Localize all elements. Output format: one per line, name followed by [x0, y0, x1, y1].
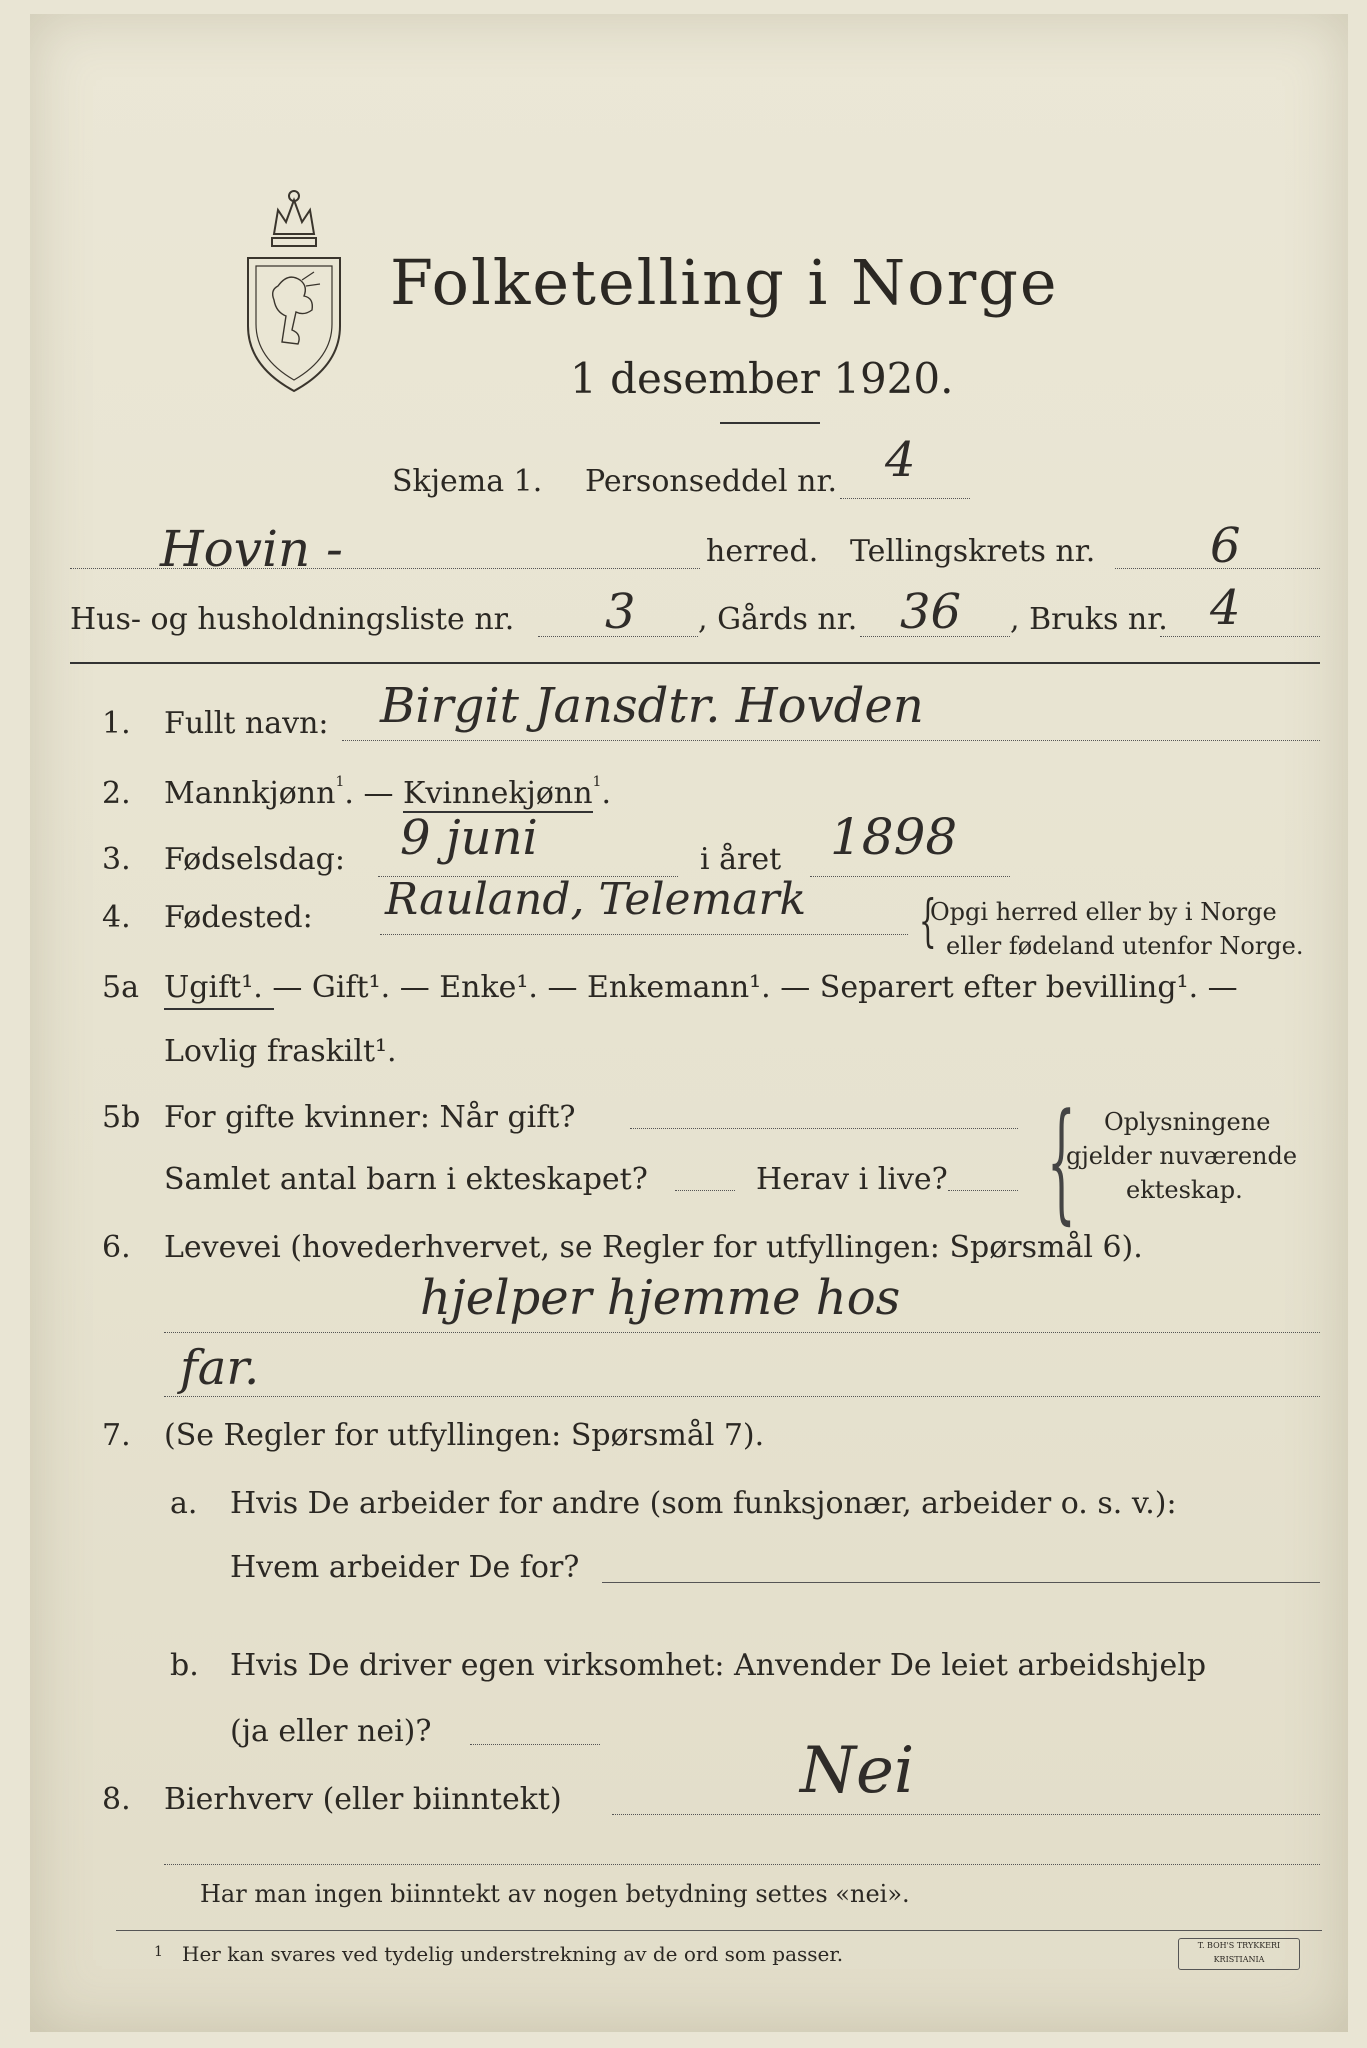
q3-year-label: i året: [700, 842, 782, 877]
q3-year-value: 1898: [830, 808, 958, 866]
footer-note: Har man ingen biinntekt av nogen betydning settes «nei».: [200, 1880, 910, 1908]
q4-note-brace: {: [918, 889, 937, 954]
q5b-note-1: Oplysningene: [1104, 1108, 1271, 1136]
bruks-label: , Bruks nr.: [1010, 602, 1168, 637]
q4-field: [380, 934, 908, 935]
census-form: [30, 14, 1348, 2032]
q7a-line-1: Hvis De arbeider for andre (som funksjonær, arbeider o. s. v.):: [230, 1486, 1177, 1521]
coat-of-arms-icon: [238, 186, 350, 396]
q3-year-field: [810, 876, 1010, 877]
q5b-note-2: gjelder nuværende: [1066, 1142, 1298, 1170]
q5a-options[interactable]: Ugift¹. — Gift¹. — Enke¹. — Enkemann¹. — Separert efter bevilling¹. —: [164, 970, 1238, 1005]
bruks-field: [1160, 636, 1320, 637]
q5b-label-2: Samlet antal barn i ekteskapet?: [164, 1162, 648, 1197]
q1-label: Fullt navn:: [164, 706, 329, 741]
q1-value: Birgit Jansdtr. Hovden: [380, 678, 924, 734]
q6-field-2: [164, 1396, 1320, 1397]
q5b-married-field: [630, 1128, 1018, 1129]
q6-value-2: far.: [180, 1340, 260, 1396]
q4-note-1: Opgi herred eller by i Norge: [930, 898, 1277, 926]
q4-note-2: eller fødeland utenfor Norge.: [946, 932, 1304, 960]
q7a-letter: a.: [170, 1486, 198, 1521]
gards-label: , Gårds nr.: [698, 602, 858, 637]
q5b-number: 5b: [102, 1100, 141, 1135]
q5b-label-1: For gifte kvinner: Når gift?: [164, 1100, 576, 1135]
q3-number: 3.: [102, 842, 131, 877]
q7-number: 7.: [102, 1418, 131, 1453]
q2-number: 2.: [102, 776, 131, 811]
header-divider: [70, 662, 1320, 664]
husliste-label: Hus- og husholdningsliste nr.: [70, 602, 515, 637]
footnote-mark: 1: [154, 1944, 163, 1960]
q5b-alive-field: [948, 1190, 1018, 1191]
q7b-line-1: Hvis De driver egen virksomhet: Anvender De leiet arbeidshjelp: [230, 1648, 1207, 1683]
tellingskrets-value: 6: [1210, 518, 1241, 574]
q7b-field: [470, 1744, 600, 1745]
q4-label: Fødested:: [164, 900, 313, 935]
q7-label: (Se Regler for utfyllingen: Spørsmål 7).: [164, 1418, 765, 1453]
q8-field-2: [164, 1864, 1320, 1865]
herred-value: Hovin -: [160, 520, 343, 578]
q8-number: 8.: [102, 1782, 131, 1817]
census-date: 1 desember 1920.: [570, 354, 954, 403]
q6-number: 6.: [102, 1230, 131, 1265]
form-title: Folketelling i Norge: [390, 246, 1059, 319]
q5a-number: 5a: [102, 970, 139, 1005]
q7a-field: [602, 1582, 1320, 1583]
footer-divider: [116, 1930, 1322, 1931]
q3-label: Fødselsdag:: [164, 842, 345, 877]
q6-field-1: [164, 1332, 1320, 1333]
q4-number: 4.: [102, 900, 131, 935]
q7b-letter: b.: [170, 1648, 199, 1683]
q5b-note-brace: {: [1046, 1085, 1076, 1237]
q8-field: [612, 1814, 1320, 1815]
title-divider: [720, 422, 820, 424]
q6-value-1: hjelper hjemme hos: [420, 1270, 901, 1326]
printer-stamp: T. BOH'S TRYKKERI KRISTIANIA: [1178, 1938, 1300, 1970]
personseddel-label: Personseddel nr.: [585, 464, 838, 499]
q7b-line-2: (ja eller nei)?: [230, 1714, 432, 1749]
schema-label: Skjema 1.: [392, 464, 543, 499]
q5a-ugift-underline: [164, 1008, 274, 1010]
q5b-label-3: Herav i live?: [756, 1162, 948, 1197]
q7a-line-2: Hvem arbeider De for?: [230, 1550, 580, 1585]
q5a-options-cont[interactable]: Lovlig fraskilt¹.: [164, 1034, 397, 1069]
q5b-children-field: [675, 1190, 735, 1191]
q2-male-option[interactable]: Mannkjønn: [164, 776, 336, 811]
q8-label: Bierhverv (eller biinntekt): [164, 1782, 562, 1817]
q2-options: Mannkjønn$^1$. — Kvinnekjønn$^1$.: [164, 774, 611, 811]
q8-value: Nei: [800, 1734, 915, 1808]
personseddel-field: [840, 498, 970, 499]
herred-label: herred.: [706, 534, 819, 569]
q1-number: 1.: [102, 706, 131, 741]
q5b-note-3: ekteskap.: [1126, 1176, 1243, 1204]
footnote-text: Her kan svares ved tydelig understrekning av de ord som passer.: [182, 1942, 844, 1966]
personseddel-value: 4: [885, 432, 916, 488]
gards-value: 36: [900, 584, 962, 640]
q2-female-option[interactable]: Kvinnekjønn: [402, 776, 593, 811]
bruks-value: 4: [1210, 580, 1241, 636]
q3-day-value: 9 juni: [400, 810, 538, 866]
q1-field: [342, 740, 1320, 741]
husliste-value: 3: [605, 584, 636, 640]
q6-label: Levevei (hovederhvervet, se Regler for utfyllingen: Spørsmål 6).: [164, 1230, 1143, 1265]
q4-value: Rauland, Telemark: [385, 874, 807, 925]
tellingskrets-label: Tellingskrets nr.: [850, 534, 1096, 569]
